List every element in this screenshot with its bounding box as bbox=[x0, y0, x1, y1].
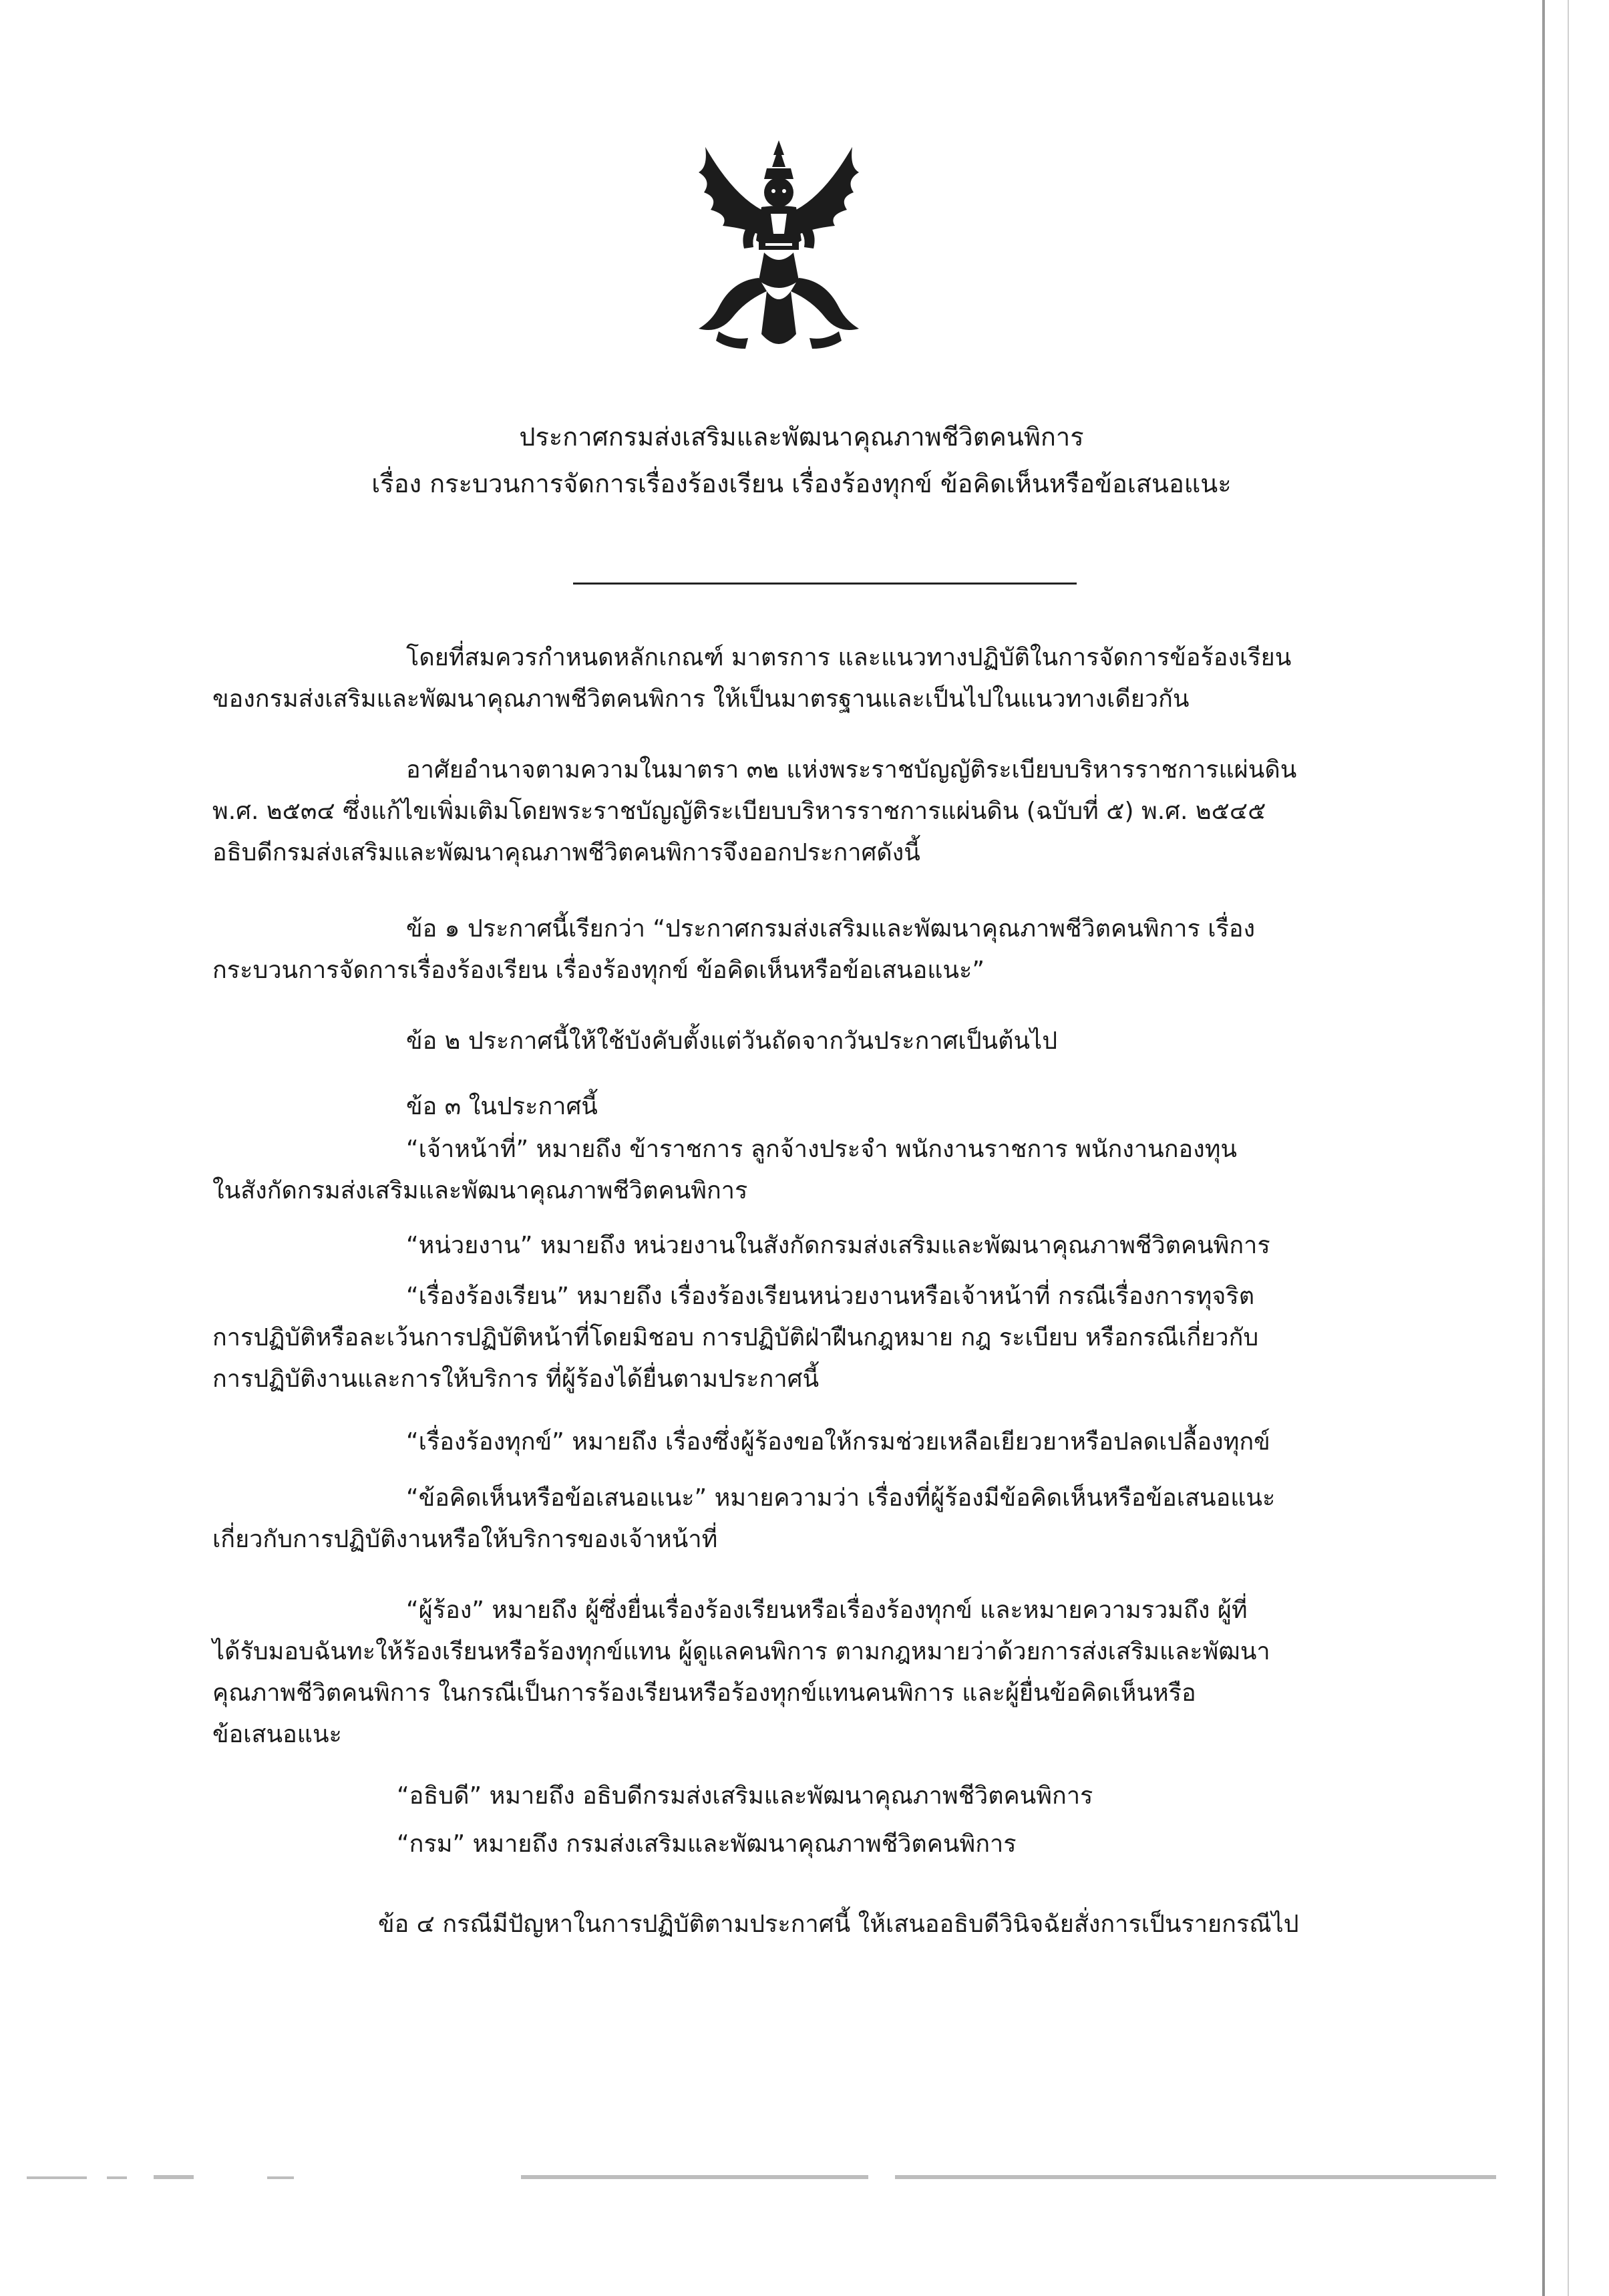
definition-line: การปฏิบัติงานและการให้บริการ ที่ผู้ร้องได้ยื่นตามประกาศนี้ bbox=[212, 1365, 820, 1393]
definition-line: ข้อเสนอแนะ bbox=[212, 1721, 342, 1748]
definition-line: “อธิบดี” หมายถึง อธิบดีกรมส่งเสริมและพัฒนาคุณภาพชีวิตคนพิการ bbox=[397, 1782, 1093, 1810]
garuda-emblem-icon bbox=[692, 140, 866, 361]
definition-line: “เจ้าหน้าที่” หมายถึง ข้าราชการ ลูกจ้างประจำ พนักงานราชการ พนักงานกองทุน bbox=[406, 1136, 1238, 1163]
clause-1-line: กระบวนการจัดการเรื่องร้องเรียน เรื่องร้องทุกข์ ข้อคิดเห็นหรือข้อเสนอแนะ” bbox=[212, 957, 985, 984]
announcement-title: ประกาศกรมส่งเสริมและพัฒนาคุณภาพชีวิตคนพิการ bbox=[519, 422, 1084, 452]
definition-line: “กรม” หมายถึง กรมส่งเสริมและพัฒนาคุณภาพชีวิตคนพิการ bbox=[397, 1830, 1017, 1858]
clause-3-line: ข้อ ๓ ในประกาศนี้ bbox=[406, 1093, 598, 1120]
scan-artifacts bbox=[0, 2164, 1609, 2191]
definition-line: ในสังกัดกรมส่งเสริมและพัฒนาคุณภาพชีวิตคนพิการ bbox=[212, 1177, 748, 1204]
definition-line: คุณภาพชีวิตคนพิการ ในกรณีเป็นการร้องเรียนหรือร้องทุกข์แทนคนพิการ และผู้ยื่นข้อคิดเห็นหรือ bbox=[212, 1679, 1196, 1707]
title-divider bbox=[573, 583, 1077, 585]
clause-1-line: ข้อ ๑ ประกาศนี้เรียกว่า “ประกาศกรมส่งเสริมและพัฒนาคุณภาพชีวิตคนพิการ เรื่อง bbox=[406, 915, 1256, 943]
definition-line: “หน่วยงาน” หมายถึง หน่วยงานในสังกัดกรมส่งเสริมและพัฒนาคุณภาพชีวิตคนพิการ bbox=[406, 1232, 1270, 1259]
authority-line: พ.ศ. ๒๕๓๔ ซึ่งแก้ไขเพิ่มเติมโดยพระราชบัญญัติระเบียบบริหารราชการแผ่นดิน (ฉบับที่ ๕) พ.ศ. ๒๕๔๕ bbox=[212, 798, 1266, 825]
clause-4-line: ข้อ ๔ กรณีมีปัญหาในการปฏิบัติตามประกาศนี้ ให้เสนออธิบดีวินิจฉัยสั่งการเป็นรายกรณีไป bbox=[378, 1911, 1299, 1938]
announcement-subject: เรื่อง กระบวนการจัดการเรื่องร้องเรียน เรื่องร้องทุกข์ ข้อคิดเห็นหรือข้อเสนอแนะ bbox=[371, 469, 1232, 498]
definition-line: ได้รับมอบฉันทะให้ร้องเรียนหรือร้องทุกข์แทน ผู้ดูแลคนพิการ ตามกฎหมายว่าด้วยการส่งเสริมและพัฒนา bbox=[212, 1638, 1270, 1665]
definition-line: “เรื่องร้องเรียน” หมายถึง เรื่องร้องเรียนหน่วยงานหรือเจ้าหน้าที่ กรณีเรื่องการทุจริต bbox=[406, 1283, 1255, 1310]
definition-line: เกี่ยวกับการปฏิบัติงานหรือให้บริการของเจ้าหน้าที่ bbox=[212, 1526, 718, 1553]
authority-line: อธิบดีกรมส่งเสริมและพัฒนาคุณภาพชีวิตคนพิการจึงออกประกาศดังนี้ bbox=[212, 839, 920, 866]
clause-2-line: ข้อ ๒ ประกาศนี้ให้ใช้บังคับตั้งแต่วันถัดจากวันประกาศเป็นต้นไป bbox=[406, 1027, 1058, 1055]
definition-line: “ผู้ร้อง” หมายถึง ผู้ซึ่งยื่นเรื่องร้องเรียนหรือเรื่องร้องทุกข์ และหมายความรวมถึง ผู้ที่ bbox=[406, 1597, 1248, 1624]
preamble-line: ของกรมส่งเสริมและพัฒนาคุณภาพชีวิตคนพิการ ให้เป็นมาตรฐานและเป็นไปในแนวทางเดียวกัน bbox=[212, 685, 1190, 713]
preamble-line: โดยที่สมควรกำหนดหลักเกณฑ์ มาตรการ และแนวทางปฏิบัติในการจัดการข้อร้องเรียน bbox=[406, 644, 1292, 671]
definition-line: “เรื่องร้องทุกข์” หมายถึง เรื่องซึ่งผู้ร้องขอให้กรมช่วยเหลือเยียวยาหรือปลดเปลื้องทุกข์ bbox=[406, 1428, 1270, 1456]
definition-line: การปฏิบัติหรือละเว้นการปฏิบัติหน้าที่โดยมิชอบ การปฏิบัติฝ่าฝืนกฎหมาย กฎ ระเบียบ หรือกรณีเกี่ยวกับ bbox=[212, 1324, 1259, 1351]
definition-line: “ข้อคิดเห็นหรือข้อเสนอแนะ” หมายความว่า เรื่องที่ผู้ร้องมีข้อคิดเห็นหรือข้อเสนอแนะ bbox=[406, 1484, 1276, 1512]
authority-line: อาศัยอำนาจตามความในมาตรา ๓๒ แห่งพระราชบัญญัติระเบียบบริหารราชการแผ่นดิน bbox=[406, 756, 1297, 784]
